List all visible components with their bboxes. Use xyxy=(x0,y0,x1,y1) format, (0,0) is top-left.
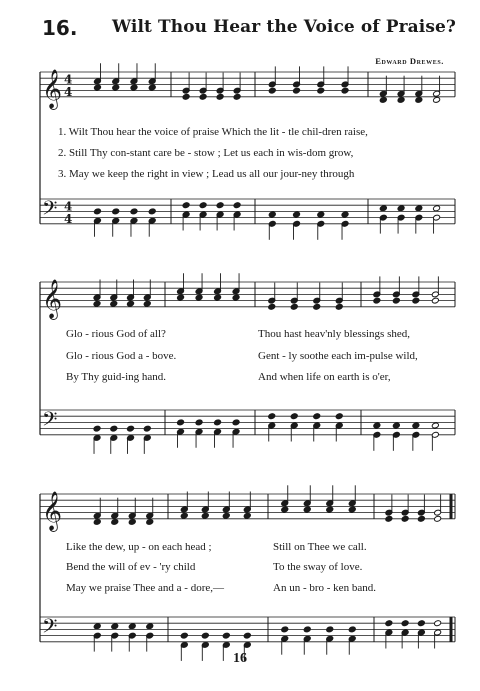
notehead xyxy=(233,202,241,209)
notehead xyxy=(93,300,101,307)
verse-3-line-1: 3. May we keep the right in view ; Lead us all our jour-ney through xyxy=(58,168,355,180)
verse-1-line-2a: Glo - rious God of all? xyxy=(66,328,166,340)
notehead xyxy=(112,84,120,91)
notehead xyxy=(127,300,135,307)
notehead xyxy=(232,419,240,426)
notehead xyxy=(110,300,118,307)
notehead xyxy=(335,413,343,420)
notehead xyxy=(401,620,409,627)
notehead xyxy=(130,84,138,91)
notehead xyxy=(214,294,222,301)
notehead xyxy=(268,211,276,218)
notehead xyxy=(373,422,381,429)
notehead xyxy=(111,519,119,526)
notehead xyxy=(290,413,298,420)
verse-1-line-2b: Thou hast heav'nly blessings shed, xyxy=(258,328,410,340)
notehead xyxy=(433,205,441,212)
notehead xyxy=(233,93,241,100)
notehead xyxy=(417,515,425,522)
notehead xyxy=(146,519,154,526)
notehead xyxy=(214,419,222,426)
notehead xyxy=(112,208,120,215)
notehead xyxy=(128,519,136,526)
notehead xyxy=(127,425,135,432)
notehead xyxy=(130,208,138,215)
notehead xyxy=(431,297,439,304)
composer-credit: Edward Drewes. xyxy=(375,56,444,66)
bass-clef: 𝄢 xyxy=(42,196,58,225)
notehead xyxy=(293,87,301,94)
treble-clef: 𝄞 xyxy=(42,68,63,109)
verse-2-line-3a: Bend the will of ev - 'ry child xyxy=(66,561,196,573)
notehead xyxy=(433,97,441,104)
notehead xyxy=(431,422,439,429)
notehead xyxy=(148,208,156,215)
notehead xyxy=(201,512,209,519)
notehead xyxy=(93,519,101,526)
verse-2-line-2b: Gent - ly soothe each im-pulse wild, xyxy=(258,350,418,362)
notehead xyxy=(412,297,420,304)
notehead xyxy=(417,620,425,627)
notehead xyxy=(199,93,207,100)
notehead xyxy=(385,620,393,627)
notehead xyxy=(93,623,101,630)
bass-clef: 𝄢 xyxy=(42,614,58,643)
notehead xyxy=(313,303,321,310)
notehead xyxy=(243,512,251,519)
notehead xyxy=(303,626,311,633)
verse-3-line-2b: And when life on earth is o'er, xyxy=(258,371,391,383)
notehead xyxy=(268,303,276,310)
notehead xyxy=(290,303,298,310)
notehead xyxy=(385,515,393,522)
notehead xyxy=(415,205,423,212)
notehead xyxy=(180,632,188,639)
notehead xyxy=(143,300,151,307)
notehead xyxy=(317,87,325,94)
notehead xyxy=(195,294,203,301)
notehead xyxy=(182,202,190,209)
notehead xyxy=(177,294,185,301)
verse-1-line-1: 1. Wilt Thou hear the voice of praise Which the lit - tle chil-dren raise, xyxy=(58,126,368,138)
notehead xyxy=(434,515,442,522)
notehead xyxy=(268,413,276,420)
notehead xyxy=(94,84,102,91)
time-signature-top: 4 xyxy=(64,199,73,214)
notehead xyxy=(341,87,349,94)
notehead xyxy=(93,425,101,432)
notehead xyxy=(180,512,188,519)
notehead xyxy=(392,422,400,429)
time-signature-bottom: 4 xyxy=(64,211,73,226)
notehead xyxy=(222,632,230,639)
notehead xyxy=(392,297,400,304)
verse-3-line-3b: An un - bro - ken band. xyxy=(273,582,376,594)
notehead xyxy=(397,97,405,104)
treble-clef: 𝄞 xyxy=(42,278,63,319)
notehead xyxy=(281,506,289,513)
notehead xyxy=(415,97,423,104)
time-signature-bottom: 4 xyxy=(64,84,73,99)
notehead xyxy=(243,632,251,639)
notehead xyxy=(379,97,387,104)
notehead xyxy=(317,211,325,218)
page-number: 16 xyxy=(233,651,247,666)
notehead xyxy=(348,506,356,513)
notehead xyxy=(195,419,203,426)
verse-1-line-3b: Still on Thee we call. xyxy=(273,541,367,553)
bass-clef: 𝄢 xyxy=(42,407,58,436)
notehead xyxy=(216,93,224,100)
notehead xyxy=(326,506,334,513)
hymn-number: 16. xyxy=(42,16,78,40)
notehead xyxy=(143,425,151,432)
notehead xyxy=(326,626,334,633)
notehead xyxy=(268,87,276,94)
notehead xyxy=(348,626,356,633)
notehead xyxy=(293,211,301,218)
notehead xyxy=(232,294,240,301)
notehead xyxy=(412,422,420,429)
notehead xyxy=(94,208,102,215)
notehead xyxy=(397,205,405,212)
treble-clef: 𝄞 xyxy=(42,490,63,531)
notehead xyxy=(199,202,207,209)
notehead xyxy=(281,626,289,633)
notehead xyxy=(182,93,190,100)
notehead xyxy=(110,425,118,432)
verse-2-line-3b: To the sway of love. xyxy=(273,561,363,573)
notehead xyxy=(216,202,224,209)
notehead xyxy=(111,623,119,630)
hymn-title: Wilt Thou Hear the Voice of Praise? xyxy=(112,17,456,37)
notehead xyxy=(434,620,442,627)
notehead xyxy=(303,506,311,513)
verse-3-line-2a: By Thy guid-ing hand. xyxy=(66,371,167,383)
notehead xyxy=(379,205,387,212)
notehead xyxy=(128,623,136,630)
verse-2-line-2a: Glo - rious God a - bove. xyxy=(66,350,177,362)
notehead xyxy=(177,419,185,426)
notehead xyxy=(222,512,230,519)
verse-3-line-3a: May we praise Thee and a - dore,— xyxy=(66,582,225,594)
notehead xyxy=(335,303,343,310)
notehead xyxy=(313,413,321,420)
notehead xyxy=(373,297,381,304)
verse-2-line-1: 2. Still Thy con-stant care be - stow ; Let us each in wis-dom grow, xyxy=(58,147,354,159)
notehead xyxy=(148,84,156,91)
time-signature-top: 4 xyxy=(64,72,73,87)
notehead xyxy=(401,515,409,522)
verse-1-line-3a: Like the dew, up - on each head ; xyxy=(66,541,212,553)
notehead xyxy=(146,623,154,630)
notehead xyxy=(341,211,349,218)
notehead xyxy=(201,632,209,639)
